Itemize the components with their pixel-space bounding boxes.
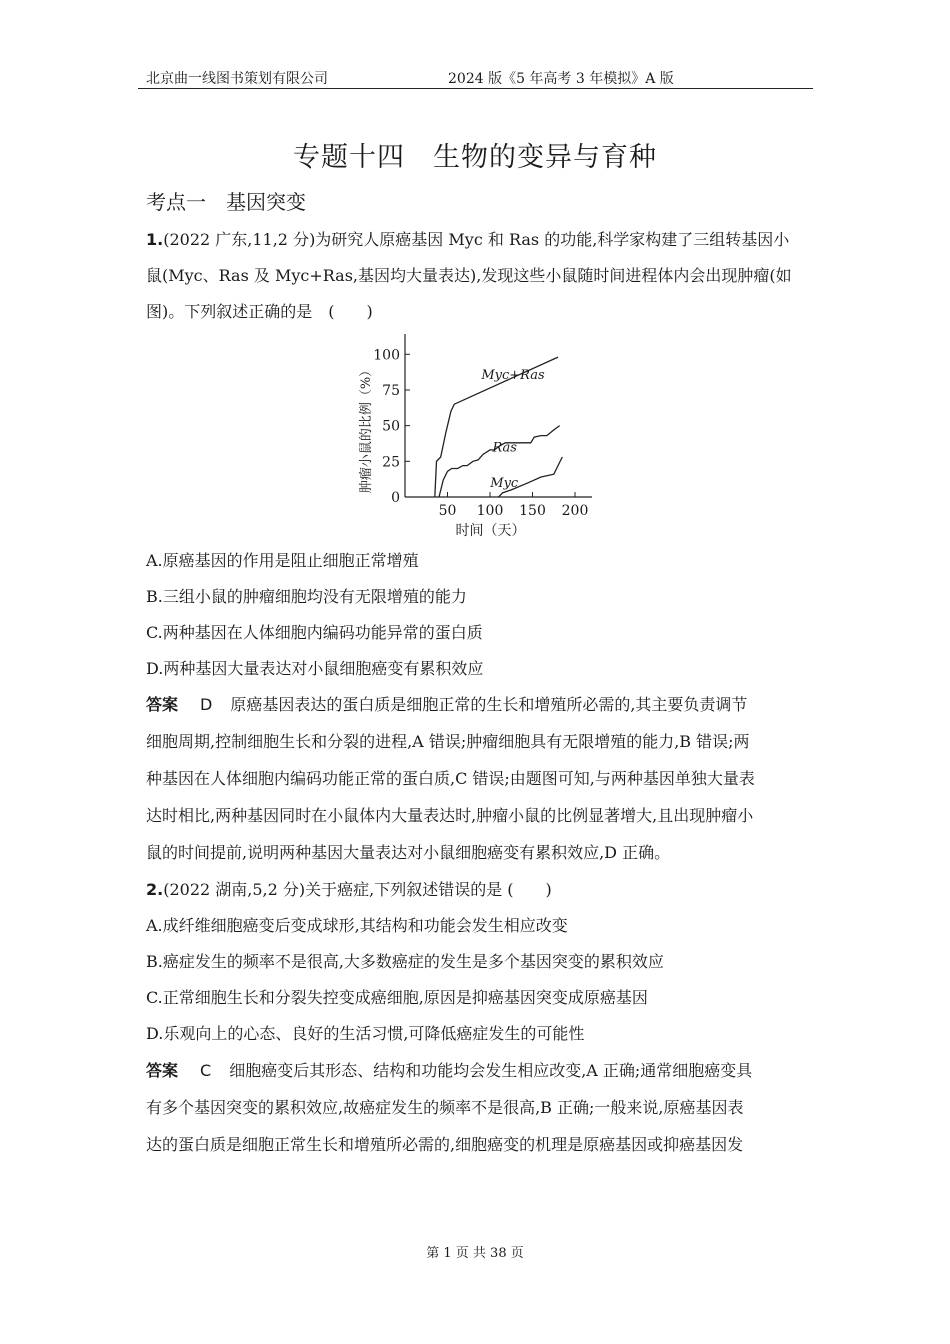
q1-option-b: B.三组小鼠的肿瘤细胞均没有无限增殖的能力 (146, 587, 467, 606)
q2-option-d: D.乐观向上的心态、良好的生活习惯,可降低癌症发生的可能性 (146, 1024, 585, 1043)
x-tick-label: 200 (561, 503, 589, 519)
q1-option-a: A.原癌基因的作用是阻止细胞正常增殖 (146, 551, 419, 570)
y-tick-label: 75 (382, 382, 400, 399)
q2-stem-1: (2022 湖南,5,2 分)关于癌症,下列叙述错误的是 ( ) (163, 880, 552, 899)
q1-option-c: C.两种基因在人体细胞内编码功能异常的蛋白质 (146, 623, 483, 642)
q2-explanation-1: 细胞癌变后其形态、结构和功能均会发生相应改变,A 正确;通常细胞癌变具 (229, 1061, 753, 1080)
q2-answer-letter: C (200, 1061, 212, 1080)
section-heading: 考点一 基因突变 (146, 190, 306, 214)
q2-number: 2. (146, 880, 164, 899)
series-label: Myc (490, 476, 519, 492)
q1-stem-2: 鼠(Myc、Ras 及 Myc+Ras,基因均大量表达),发现这些小鼠随时间进程体内会出现肿瘤(如 (146, 266, 792, 285)
y-tick-label: 50 (382, 418, 400, 435)
x-tick-label: 100 (476, 503, 504, 519)
y-axis-label: 肿瘤小鼠的比例（%） (359, 363, 374, 494)
q1-explanation-3: 种基因在人体细胞内编码功能正常的蛋白质,C 错误;由题图可知,与两种基因单独大量表 (146, 769, 755, 788)
q1-stem-1: (2022 广东,11,2 分)为研究人原癌基因 Myc 和 Ras 的功能,科学家构建了三组转基因小 (163, 230, 790, 249)
y-tick-label: 25 (382, 454, 400, 471)
q2-answer-line (146, 1058, 812, 1081)
q1-explanation-5: 鼠的时间提前,说明两种基因大量表达对小鼠细胞癌变有累积效应,D 正确。 (146, 843, 671, 862)
q2-option-c: C.正常细胞生长和分裂失控变成癌细胞,原因是抑癌基因突变成原癌基因 (146, 988, 648, 1007)
q2-option-b: B.癌症发生的频率不是很高,大多数癌症的发生是多个基因突变的累积效应 (146, 952, 664, 971)
tumor-incidence-chart (350, 330, 610, 540)
q2-explanation-3: 达的蛋白质是细胞正常生长和增殖所必需的,细胞癌变的机理是原癌基因或抑癌基因发 (146, 1135, 744, 1154)
y-tick-label: 0 (391, 490, 400, 506)
q1-number: 1. (146, 230, 164, 249)
q2-answer-label: 答案 (146, 1061, 179, 1080)
q1-explanation-1: 原癌基因表达的蛋白质是细胞正常的生长和增殖所必需的,其主要负责调节 (230, 695, 748, 714)
q1-answer-line (146, 692, 812, 715)
x-tick-label: 150 (519, 503, 546, 519)
q1-explanation-2: 细胞周期,控制细胞生长和分裂的进程,A 错误;肿瘤细胞具有无限增殖的能力,B 错误;两 (146, 732, 750, 751)
q2-line-1 (146, 877, 812, 900)
series-label: Myc+Ras (481, 368, 545, 384)
x-tick-label: 50 (438, 503, 457, 519)
q2-option-a: A.成纤维细胞癌变后变成球形,其结构和功能会发生相应改变 (146, 916, 568, 935)
header-publisher: 北京曲一线图书策划有限公司 (146, 71, 328, 87)
series-label: Ras (492, 440, 517, 456)
q1-explanation-4: 达时相比,两种基因同时在小鼠体内大量表达时,肿瘤小鼠的比例显著增大,且出现肿瘤小 (146, 806, 754, 825)
y-tick-label: 100 (373, 347, 400, 364)
page-footer: 第 1 页 共 38 页 (426, 1246, 524, 1261)
x-axis-label: 时间（天） (455, 523, 526, 539)
page-title: 专题十四 生物的变异与育种 (293, 142, 657, 173)
header-rule (138, 88, 813, 89)
q1-answer-label: 答案 (146, 695, 179, 714)
q1-line-1 (146, 227, 812, 250)
q2-explanation-2: 有多个基因突变的累积效应,故癌症发生的频率不是很高,B 正确;一般来说,原癌基因表 (146, 1098, 744, 1117)
q1-answer-letter: D (200, 695, 213, 714)
header-book-title: 2024 版《5 年高考 3 年模拟》A 版 (448, 71, 674, 87)
q1-option-d: D.两种基因大量表达对小鼠细胞癌变有累积效应 (146, 659, 484, 678)
q1-stem-3: 图)。下列叙述正确的是 ( ) (146, 302, 373, 321)
